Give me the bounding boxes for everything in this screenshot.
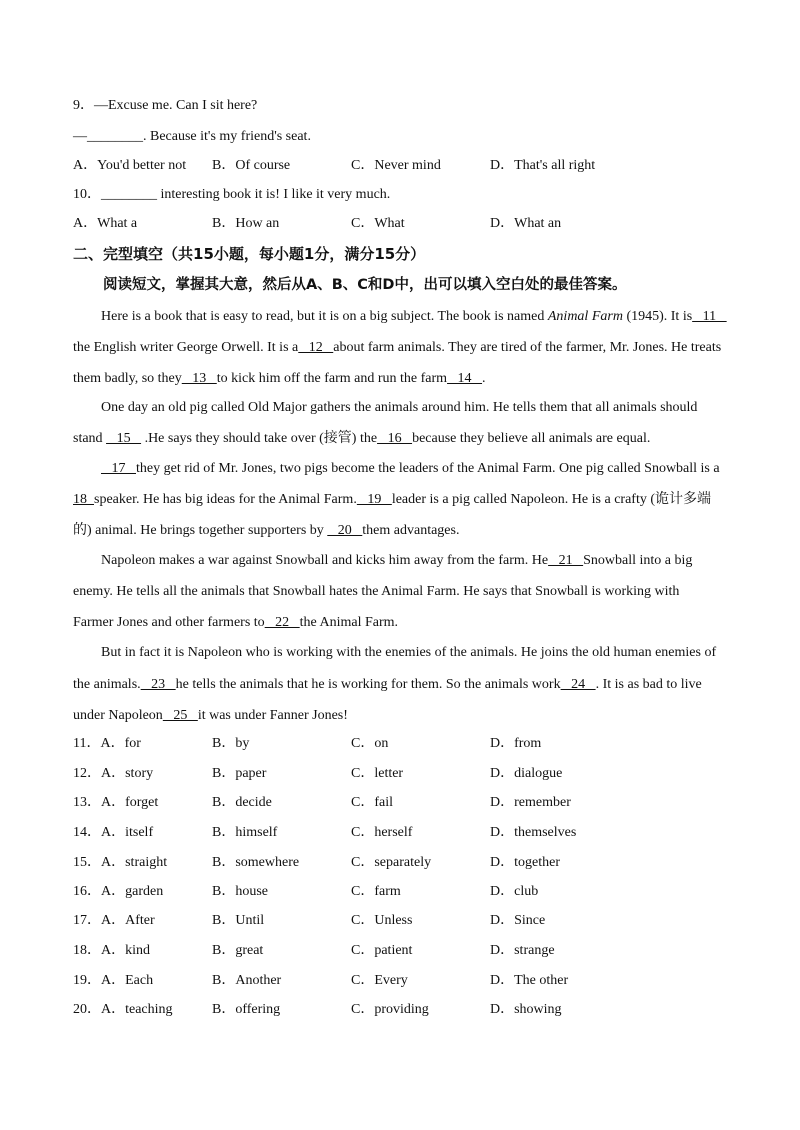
question-10-stem [73,186,390,204]
passage-text: he tells the animals that he is working for them. So the animals work [175,677,561,692]
passage-text: them badly, so they [73,371,182,386]
passage-line [101,460,720,478]
passage-line [73,370,486,388]
question-number: 16． [73,884,101,899]
blank-17: 17 [101,461,136,476]
question-10-option-c: C．What [351,216,405,231]
passage-text: . It is as bad to live [595,677,702,692]
question-9-option-c: C．Never mind [351,158,441,173]
passage-line: But in fact it is Napoleon who is working with the enemies of the animals. He joins the old human enemies of [101,645,717,660]
question-15-option-c: C．separately [351,855,432,870]
passage-line [73,339,721,357]
question-16-option-a [73,883,163,901]
blank-21: 21 [548,553,584,568]
passage-text: it was under Fanner Jones! [197,708,348,723]
passage-text: the animals. [73,677,141,692]
option-text: A．itself [101,825,154,840]
passage-text: them advantages. [362,523,460,538]
blank-20: 20 [327,523,363,538]
question-11-option-d: D．from [490,736,542,751]
passage-line [73,676,702,694]
option-text: A．Each [101,973,154,988]
option-text: A．After [101,913,155,928]
blank-19: 19 [356,492,392,507]
question-9-reply [73,128,311,146]
question-14-option-b: B．himself [212,825,278,840]
passage-text: the English writer George Orwell. It is a [73,340,299,355]
question-14-option-c: C．herself [351,825,413,840]
option-text: A．straight [101,855,168,870]
section-instruction: 阅读短文，掌握其大意，然后从A、B、C和D中，出可以填入空白处的最佳答案。 [103,277,627,293]
option-text: A．teaching [101,1002,173,1017]
blank-23: 23 [140,677,176,692]
blank-25: 25 [162,708,198,723]
passage-text: . [482,371,486,386]
question-18-option-d: D．strange [490,943,555,958]
question-13-option-c: C．fail [351,795,393,810]
passage-text: Napoleon makes a war against Snowball and kicks him away from the farm. He [101,553,549,568]
option-text: A．kind [101,943,150,958]
option-text: A．story [101,766,154,781]
question-20-option-b: B．offering [212,1002,281,1017]
question-17-option-b: B．Until [212,913,265,928]
passage-text: under Napoleon [73,708,163,723]
question-20-option-a [73,1001,173,1019]
question-19-option-a [73,972,153,990]
question-17-option-d: D．Since [490,913,546,928]
passage-line [73,614,398,632]
blank-14: 14 [447,371,483,386]
question-20-option-c: C．providing [351,1002,429,1017]
question-12-option-b: B．paper [212,766,267,781]
passage-text: Here is a book that is easy to read, but it is on a big subject. The book is named [101,309,548,324]
passage-text: they get rid of Mr. Jones, two pigs become the leaders of the Animal Farm. One pig called Snowball is a [136,461,720,476]
answer-blank: —________ [73,129,143,144]
passage-text: the Animal Farm. [299,615,399,630]
question-11-option-c: C．on [351,736,389,751]
passage-line [73,522,459,540]
question-12-option-a [73,765,153,783]
question-number: 19． [73,973,101,988]
question-12-option-d: D．dialogue [490,766,563,781]
passage-text: because they believe all animals are equal. [412,431,651,446]
passage-text: .He says they should take over (接管) the [141,431,378,446]
question-14-option-d: D．themselves [490,825,577,840]
blank-16: 16 [377,431,413,446]
question-9-option-a: A．You'd better not [73,158,187,173]
passage-text: stand [73,431,107,446]
question-11-option-b: B．by [212,736,250,751]
passage-text: Snowball into a big [583,553,693,568]
passage-line [73,491,711,509]
question-17-option-a [73,912,155,930]
question-number: 20． [73,1002,101,1017]
passage-text: (1945). It is [622,309,693,324]
question-number: 15． [73,855,101,870]
passage-text: about farm animals. They are tired of the farmer, Mr. Jones. He treats [333,340,722,355]
book-title: Animal Farm [547,309,623,324]
passage-text: speaker. He has big ideas for the Animal Farm. [94,492,357,507]
question-10-option-a: A．What a [73,216,138,231]
blank-18: 18 [73,492,94,507]
option-text: A．for [100,736,141,751]
question-16-option-d: D．club [490,884,539,899]
blank-22: 22 [264,615,300,630]
question-19-option-b: B．Another [212,973,282,988]
question-12-option-c: C．letter [351,766,404,781]
passage-line [101,552,692,570]
passage-line [73,430,650,448]
question-19-option-d: D．The other [490,973,569,988]
question-number: 12． [73,766,101,781]
answer-blank: ________ [101,187,157,202]
question-number: 17． [73,913,101,928]
question-number: 11． [73,736,101,751]
question-13-option-a [73,794,158,812]
passage-line [73,707,348,725]
section-heading: 二、完型填空（共15小题，每小题1分，满分15分） [73,245,426,263]
question-number: 10． [73,187,101,202]
question-15-option-b: B．somewhere [212,855,300,870]
option-text: A．garden [101,884,164,899]
passage-line: One day an old pig called Old Major gathers the animals around him. He tells them that all animals should [101,400,698,415]
passage-line [101,308,727,326]
blank-15: 15 [106,431,142,446]
question-number: 18． [73,943,101,958]
question-13-option-b: B．decide [212,795,272,810]
question-number: 13． [73,795,101,810]
blank-11: 11 [692,309,727,324]
question-18-option-c: C．patient [351,943,413,958]
question-9-option-b: B．Of course [212,158,291,173]
question-15-option-a [73,854,167,872]
passage-text: leader is a pig called Napoleon. He is a crafty (诡计多端 [391,492,711,507]
question-10-option-d: D．What an [490,216,562,231]
option-text: A．forget [101,795,159,810]
question-10-option-b: B．How an [212,216,280,231]
question-15-option-d: D．together [490,855,560,870]
stem-text: interesting book it is! I like it very much. [157,187,391,202]
blank-13: 13 [181,371,217,386]
question-number: 14． [73,825,101,840]
question-11-option-a [73,735,141,753]
question-17-option-c: C．Unless [351,913,413,928]
passage-text: to kick him off the farm and run the farm [216,371,448,386]
question-9-option-d: D．That's all right [490,158,596,173]
question-18-option-b: B．great [212,943,264,958]
question-16-option-c: C．farm [351,884,401,899]
question-20-option-d: D．showing [490,1002,562,1017]
question-18-option-a [73,942,150,960]
passage-text: 的) animal. He brings together supporters by [73,523,328,538]
passage-line: enemy. He tells all the animals that Snowball hates the Animal Farm. He says that Snowball is working with [73,584,680,599]
question-13-option-d: D．remember [490,795,571,810]
question-16-option-b: B．house [212,884,268,899]
question-14-option-a [73,824,153,842]
question-19-option-c: C．Every [351,973,408,988]
blank-24: 24 [560,677,596,692]
passage-text: Farmer Jones and other farmers to [73,615,265,630]
reply-text: . Because it's my friend's seat. [143,129,311,144]
blank-12: 12 [298,340,334,355]
question-9-stem: 9．—Excuse me. Can I sit here? [73,98,258,113]
